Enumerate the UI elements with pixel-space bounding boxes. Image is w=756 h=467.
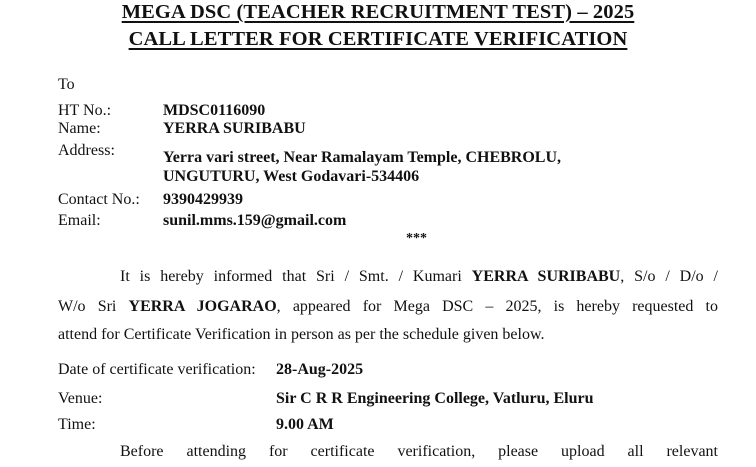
intimation-paragraph-line-2 [58,292,718,322]
document-subtitle: CALL LETTER FOR CERTIFICATE VERIFICATION [128,28,628,50]
to-label: To [58,76,75,93]
intimation-text-1a: It is hereby informed that Sri / Smt. / Kumari [120,268,472,285]
time-value: 9.00 AM [276,416,334,433]
cv-date-label: Date of certificate verification: [58,361,256,378]
contact-value: 9390429939 [163,191,243,208]
father-name-inline: YERRA JOGARAO [128,298,277,315]
separator-asterisks: *** [406,231,427,246]
address-label: Address: [58,142,115,159]
time-label: Time: [58,416,96,433]
email-value: sunil.mms.159@gmail.com [163,212,347,229]
ht-number-value: MDSC0116090 [163,102,266,119]
contact-label: Contact No.: [58,191,140,208]
email-label: Email: [58,212,101,229]
cv-date-value: 28-Aug-2025 [276,361,364,378]
intimation-text-1b: , S/o / D/o / [620,268,718,285]
ht-number-label: HT No.: [58,102,112,119]
candidate-name-inline: YERRA SURIBABU [471,268,621,285]
venue-label: Venue: [58,390,103,407]
intimation-text-2a: W/o Sri [58,298,129,315]
venue-value: Sir C R R Engineering College, Vatluru, Eluru [276,390,594,407]
intimation-paragraph-line-3 [58,320,718,350]
name-value: YERRA SURIBABU [163,120,306,137]
address-line-2: UNGUTURU, West Godavari-534406 [163,168,420,185]
intimation-text-2b: , appeared for Mega DSC – 2025, is hereby requested to [276,298,719,315]
name-label: Name: [58,120,101,137]
address-line-1: Yerra vari street, Near Ramalayam Temple, CHEBROLU, [163,149,562,166]
document-title: MEGA DSC (TEACHER RECRUITMENT TEST) – 2025 [121,1,635,23]
upload-instruction-line-1 [58,437,718,467]
upload-instruction-text: Before attending for certificate verification, please upload all relevant [120,443,718,460]
intimation-paragraph-line-1 [58,262,718,292]
intimation-text-3: attend for Certificate Verification in person as per the schedule given below. [58,326,545,343]
